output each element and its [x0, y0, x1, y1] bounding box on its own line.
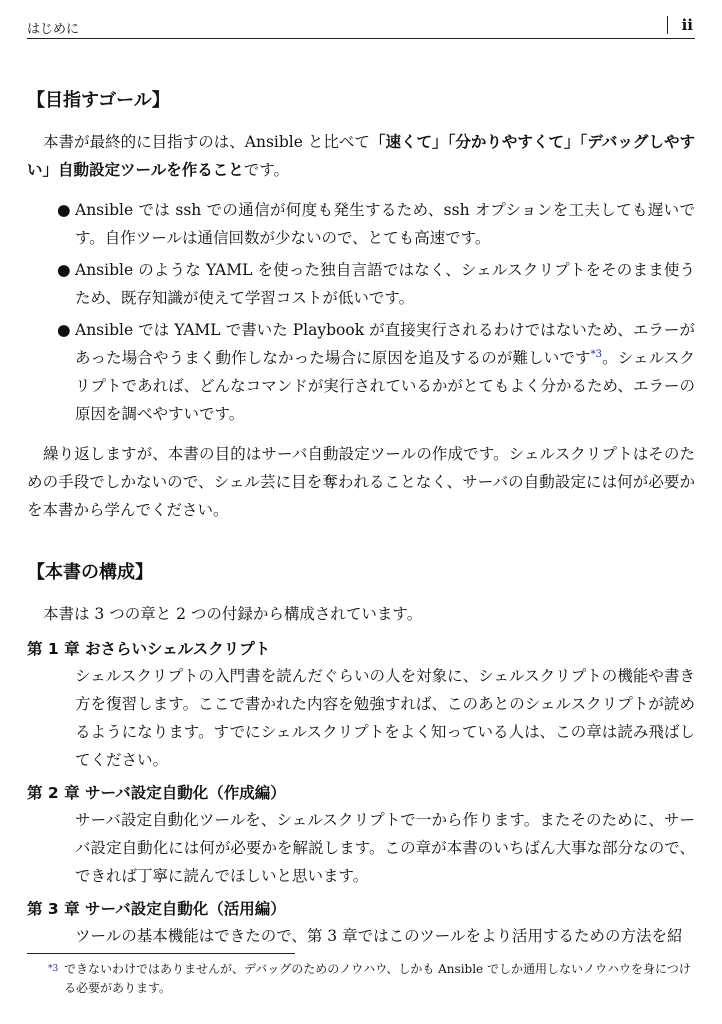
goal-bullet-list [27, 196, 695, 428]
page-number: ii [667, 16, 693, 34]
chapter-description: シェルスクリプトの入門書を読んだぐらいの人を対象に、シェルスクリプトの機能や書き方を復習します。ここで書かれた内容を勉強すれば、このあとのシェルスクリプトが読めるようになります。すでにシェルスクリプトをよく知っている人は、この章は読み飛ばしてください。 [75, 667, 695, 769]
list-item-text: Ansible では ssh での通信が何度も発生するため、ssh オプションを工夫しても遅いです。自作ツールは通信回数が少ないので、とても高速です。 [75, 201, 695, 247]
chapter-description: サーバ設定自動化ツールを、シェルスクリプトで一から作ります。またそのために、サーバ設定自動化には何が必要かを解説します。この章が本書のいちばん大事な部分なので、できれば丁寧に読んでほしいと思います。 [75, 811, 695, 885]
goal-intro-pre: 本書が最終的に目指すのは、Ansible と比べて [43, 133, 370, 151]
section-spacer [27, 524, 695, 560]
chapter-title: 第 3 章 サーバ設定自動化（活用編） [27, 900, 286, 918]
list-item [27, 316, 695, 428]
list-item [27, 196, 695, 252]
running-header-chapter: はじめに [27, 22, 80, 37]
chapter-title: 第 2 章 サーバ設定自動化（作成編） [27, 784, 286, 802]
chapter-description: ツールの基本機能はできたので、第 3 章ではこのツールをより活用するための方法を紹 [75, 927, 683, 945]
goal-intro [27, 128, 695, 184]
chapter-entry [27, 896, 695, 950]
list-item-text-post: 。シェルスクリプトであれば、どんなコマンドが実行されているかがとてもよく分かるため、エラーの原因を調べやすいです。 [75, 349, 695, 423]
bullet-icon: ● [57, 201, 71, 219]
list-item [27, 256, 695, 312]
goal-heading: 【目指すゴール】 [27, 90, 170, 111]
structure-heading: 【本書の構成】 [27, 562, 153, 583]
footnote-divider [27, 953, 295, 954]
bullet-icon: ● [57, 261, 71, 279]
footnote-mark: *3 [48, 964, 59, 974]
list-item-text: Ansible のような YAML を使った独自言語ではなく、シェルスクリプトをそのまま使うため、既存知識が使えて学習コストが低いです。 [75, 261, 695, 307]
chapter-title: 第 1 章 おさらいシェルスクリプト [27, 640, 271, 658]
page-header [27, 16, 695, 39]
page-body [27, 88, 695, 950]
footnote-link[interactable]: *3 [590, 348, 602, 360]
list-item-text: Ansible では YAML で書いた Playbook が直接実行されるわけではないため、エラーがあった場合やうまく動作しなかった場合に原因を追及するのが難しいです [75, 321, 695, 367]
footnote [48, 960, 696, 998]
chapter-list [27, 636, 695, 950]
goal-intro-post: です。 [243, 161, 289, 179]
chapter-entry [27, 780, 695, 890]
bullet-icon: ● [57, 321, 71, 339]
structure-intro: 本書は 3 つの章と 2 つの付録から構成されています。 [43, 605, 423, 623]
chapter-entry [27, 636, 695, 774]
goal-closing: 繰り返しますが、本書の目的はサーバ自動設定ツールの作成です。シェルスクリプトはそのための手段でしかないので、シェル芸に目を奪われることなく、サーバの自動設定には何が必要かを本書から学んでください。 [27, 445, 695, 519]
footnote-text: できないわけではありませんが、デバッグのためのノウハウ、しかも Ansible でしか通用しないノウハウを身につける必要があります。 [64, 962, 691, 995]
goal-intro-bold: 「速くて」「分かりやすくて」「デバッグしやすい」自動設定ツールを作ること [27, 133, 695, 179]
